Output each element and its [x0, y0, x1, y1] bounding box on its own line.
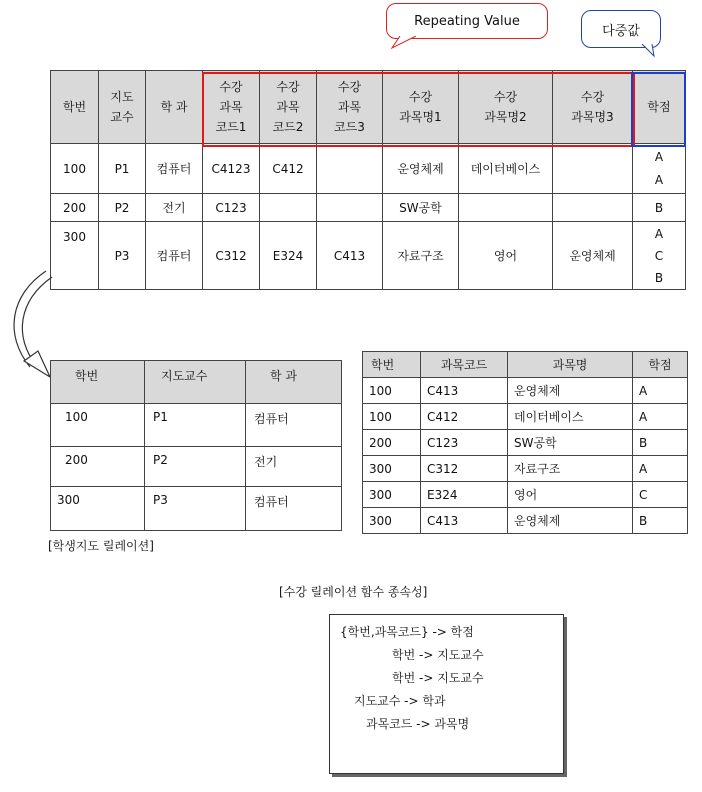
student-table-caption: [학생지도 릴레이션] — [48, 539, 154, 553]
cell: A A — [633, 144, 686, 194]
header-cell: 학번 — [51, 361, 145, 404]
header-cell: 학점 — [633, 71, 686, 144]
cell: A — [633, 378, 688, 404]
student-table-header-row — [51, 361, 342, 404]
cell: A — [633, 456, 688, 482]
header-cell: 과목코드 — [421, 352, 508, 378]
cell: P1 — [99, 144, 146, 194]
table-row — [363, 482, 688, 508]
course-relation-table — [362, 351, 688, 534]
cell: C312 — [203, 222, 260, 290]
cell — [459, 194, 553, 222]
decomposition-arrow — [4, 265, 54, 395]
cell: 200 — [51, 194, 99, 222]
cell: 200 — [51, 447, 145, 487]
course-table-header-row — [363, 352, 688, 378]
header-cell: 지도 교수 — [99, 71, 146, 144]
fd-line: 학번 -> 지도교수 — [392, 671, 484, 685]
cell: 컴퓨터 — [146, 144, 203, 194]
multi-callout-tail — [640, 44, 662, 60]
header-cell: 수강 과목명2 — [459, 71, 553, 144]
header-cell: 수강 과목명3 — [553, 71, 633, 144]
cell: 300 — [51, 487, 145, 531]
cell: E324 — [260, 222, 317, 290]
cell: 300 — [363, 508, 421, 534]
cell — [317, 144, 383, 194]
cell: 100 — [51, 144, 99, 194]
repeating-value-callout — [386, 3, 548, 39]
header-cell: 수강 과목 코드3 — [317, 71, 383, 144]
header-cell: 지도교수 — [145, 361, 246, 404]
cell: 컴퓨터 — [246, 404, 342, 447]
header-cell: 학번 — [51, 71, 99, 144]
cell: C4123 — [203, 144, 260, 194]
header-cell: 수강 과목 코드2 — [260, 71, 317, 144]
functional-dependency-box — [329, 614, 564, 774]
cell: P1 — [145, 404, 246, 447]
header-cell: 학 과 — [246, 361, 342, 404]
cell — [553, 144, 633, 194]
cell: 300 — [51, 222, 99, 290]
header-cell: 수강 과목명1 — [383, 71, 459, 144]
cell: C — [633, 482, 688, 508]
cell: 영어 — [508, 482, 633, 508]
table-row — [363, 456, 688, 482]
header-cell: 과목명 — [508, 352, 633, 378]
student-relation-table — [50, 360, 342, 531]
fd-line: 지도교수 -> 학과 — [354, 694, 446, 708]
cell: 전기 — [146, 194, 203, 222]
cell: 300 — [363, 482, 421, 508]
cell — [553, 194, 633, 222]
table-row — [363, 508, 688, 534]
cell: B — [633, 508, 688, 534]
cell: 운영체제 — [508, 508, 633, 534]
cell: 200 — [363, 430, 421, 456]
cell: C312 — [421, 456, 508, 482]
cell: 영어 — [459, 222, 553, 290]
multi-value-callout — [581, 10, 661, 48]
cell: C413 — [421, 508, 508, 534]
table-row — [51, 194, 686, 222]
cell: 자료구조 — [383, 222, 459, 290]
table-row — [51, 222, 686, 290]
fd-line: {학번,과목코드} -> 학점 — [340, 625, 474, 639]
cell: C413 — [317, 222, 383, 290]
cell: C123 — [203, 194, 260, 222]
cell: C413 — [421, 378, 508, 404]
cell: 운영체제 — [553, 222, 633, 290]
cell: B — [633, 430, 688, 456]
cell: 100 — [51, 404, 145, 447]
multi-value-column-highlight — [631, 72, 686, 147]
cell: A — [633, 404, 688, 430]
repeating-columns-highlight — [202, 72, 635, 147]
cell: P2 — [145, 447, 246, 487]
cell: 데이터베이스 — [459, 144, 553, 194]
cell: 100 — [363, 404, 421, 430]
cell: P2 — [99, 194, 146, 222]
cell — [317, 194, 383, 222]
header-cell: 학번 — [363, 352, 421, 378]
table-row — [51, 144, 686, 194]
cell: 컴퓨터 — [246, 487, 342, 531]
repeating-value-label: Repeating Value — [414, 13, 520, 29]
fd-line: 학번 -> 지도교수 — [392, 648, 484, 662]
cell: A C B — [633, 222, 686, 290]
fd-title: [수강 릴레이션 함수 종속성] — [279, 585, 428, 599]
header-cell: 수강 과목 코드1 — [203, 71, 260, 144]
table-row — [363, 378, 688, 404]
cell: SW공학 — [508, 430, 633, 456]
header-cell: 학점 — [633, 352, 688, 378]
table-row — [363, 430, 688, 456]
cell — [260, 194, 317, 222]
cell: P3 — [99, 222, 146, 290]
cell: C123 — [421, 430, 508, 456]
cell: 운영체제 — [383, 144, 459, 194]
cell: 운영체제 — [508, 378, 633, 404]
cell: 전기 — [246, 447, 342, 487]
cell: E324 — [421, 482, 508, 508]
table-row — [51, 487, 342, 531]
table-row — [51, 447, 342, 487]
repeating-callout-tail — [390, 36, 430, 50]
header-cell: 학 과 — [146, 71, 203, 144]
cell: B — [633, 194, 686, 222]
multi-value-label: 다중값 — [602, 23, 640, 39]
cell: SW공학 — [383, 194, 459, 222]
cell: P3 — [145, 487, 246, 531]
cell: 컴퓨터 — [146, 222, 203, 290]
table-row — [51, 404, 342, 447]
cell: C412 — [421, 404, 508, 430]
cell: 데이터베이스 — [508, 404, 633, 430]
cell: 100 — [363, 378, 421, 404]
cell: 자료구조 — [508, 456, 633, 482]
fd-line: 과목코드 -> 과목명 — [366, 717, 470, 731]
cell: 300 — [363, 456, 421, 482]
table-row — [363, 404, 688, 430]
cell: C412 — [260, 144, 317, 194]
